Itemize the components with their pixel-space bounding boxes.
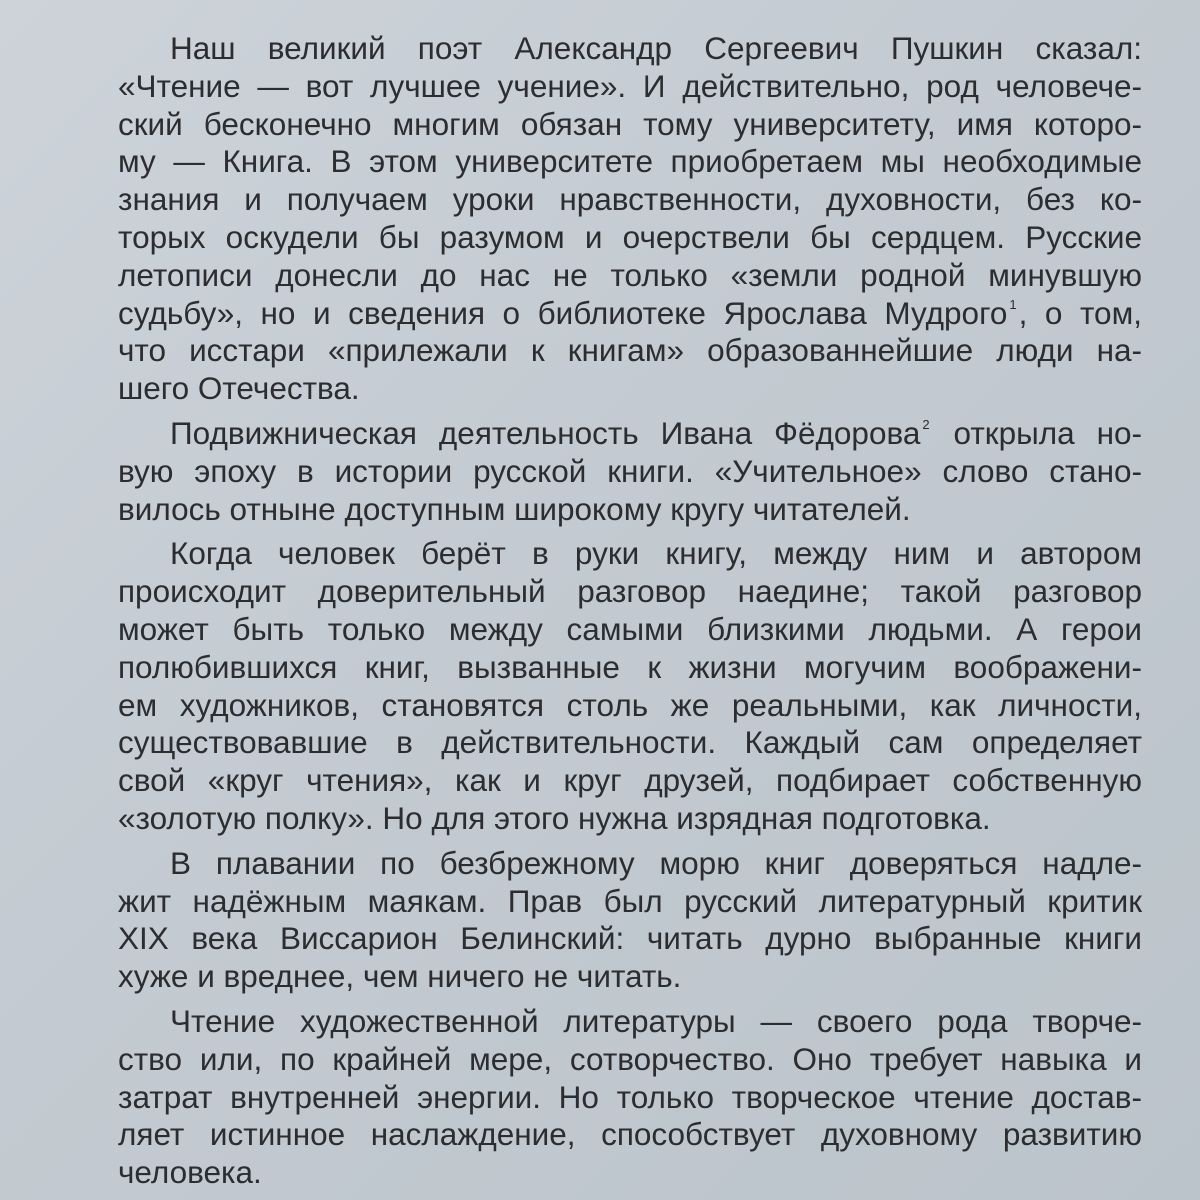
text-line: Когда человек берёт в руки книгу, между ним и автором <box>170 535 1142 572</box>
text-line: что исстари «прилежали к книгам» образованнейшие люди на- <box>118 332 1142 369</box>
text-line: летописи донесли до нас не только «земли родной минувшую <box>118 256 1142 293</box>
text-line: знания и получаем уроки нравственности, духовности, без ко- <box>118 181 1142 218</box>
text-line: происходит доверительный разговор наедине; такой разговор <box>118 573 1142 610</box>
text-line: затрат внутренней энергии. Но только творческое чтение достав- <box>118 1078 1142 1115</box>
text-segment: , о том, <box>1018 294 1142 331</box>
paragraph-3 <box>118 535 1142 837</box>
text-line: полюбившихся книг, вызванные к жизни могучим воображени- <box>118 648 1142 685</box>
text-line: свой «круг чтения», как и круг друзей, подбирает собственную <box>118 762 1142 799</box>
text-segment: открыла но- <box>931 414 1142 451</box>
text-line-with-footnote <box>118 415 1142 453</box>
text-line: ляет истинное наслаждение, способствует духовному развитию <box>118 1116 1142 1153</box>
text-line: торых оскудели бы разумом и очерствели бы сердцем. Русские <box>118 218 1142 255</box>
text-line: жит надёжным маякам. Прав был русский литературный критик <box>118 882 1142 919</box>
paragraph-4 <box>118 845 1142 996</box>
text-line: вилось отныне доступным широкому кругу читателей. <box>118 490 911 527</box>
text-line: шего Отечества. <box>118 370 360 407</box>
text-line: му — Книга. В этом университете приобретаем мы необходимые <box>118 143 1142 180</box>
footnote-marker: 2 <box>922 416 930 432</box>
text-line: ский бесконечно многим обязан тому университету, имя которо- <box>118 105 1142 142</box>
text-line: ство или, по крайней мере, сотворчество. Оно требует навыка и <box>118 1040 1142 1077</box>
text-line: ем художников, становятся столь же реальными, как личности, <box>118 686 1142 723</box>
text-line: В плавании по безбрежному морю книг доверяться надле- <box>170 844 1142 881</box>
text-segment: судьбу», но и сведения о библиотеке Ярослава Мудрого <box>118 294 1008 331</box>
paragraph-1 <box>118 30 1142 408</box>
text-line: «золотую полку». Но для этого нужна изрядная подготовка. <box>118 799 991 836</box>
text-line-with-footnote <box>118 295 1142 333</box>
text-line: «Чтение — вот лучшее учение». И действительно, род человече- <box>118 67 1142 104</box>
text-line: Наш великий поэт Александр Сергеевич Пушкин сказал: <box>170 30 1142 66</box>
text-line: хуже и вреднее, чем ничего не читать. <box>118 958 682 995</box>
text-line: вую эпоху в истории русской книги. «Учительное» слово стано- <box>118 452 1142 489</box>
footnote-marker: 1 <box>1009 296 1017 312</box>
text-line: существовавшие в действительности. Каждый сам определяет <box>118 724 1142 761</box>
text-line: человека. <box>118 1154 262 1191</box>
paragraph-5 <box>118 1003 1142 1192</box>
paragraph-2 <box>118 415 1142 528</box>
text-segment: Подвижническая деятельность Ивана Фёдорова <box>170 414 921 451</box>
text-line: Чтение художественной литературы — своего рода творче- <box>170 1002 1142 1039</box>
text-line: XIX века Виссарион Белинский: читать дурно выбранные книги <box>118 920 1142 957</box>
text-line: может быть только между самыми близкими людьми. А герои <box>118 610 1142 647</box>
